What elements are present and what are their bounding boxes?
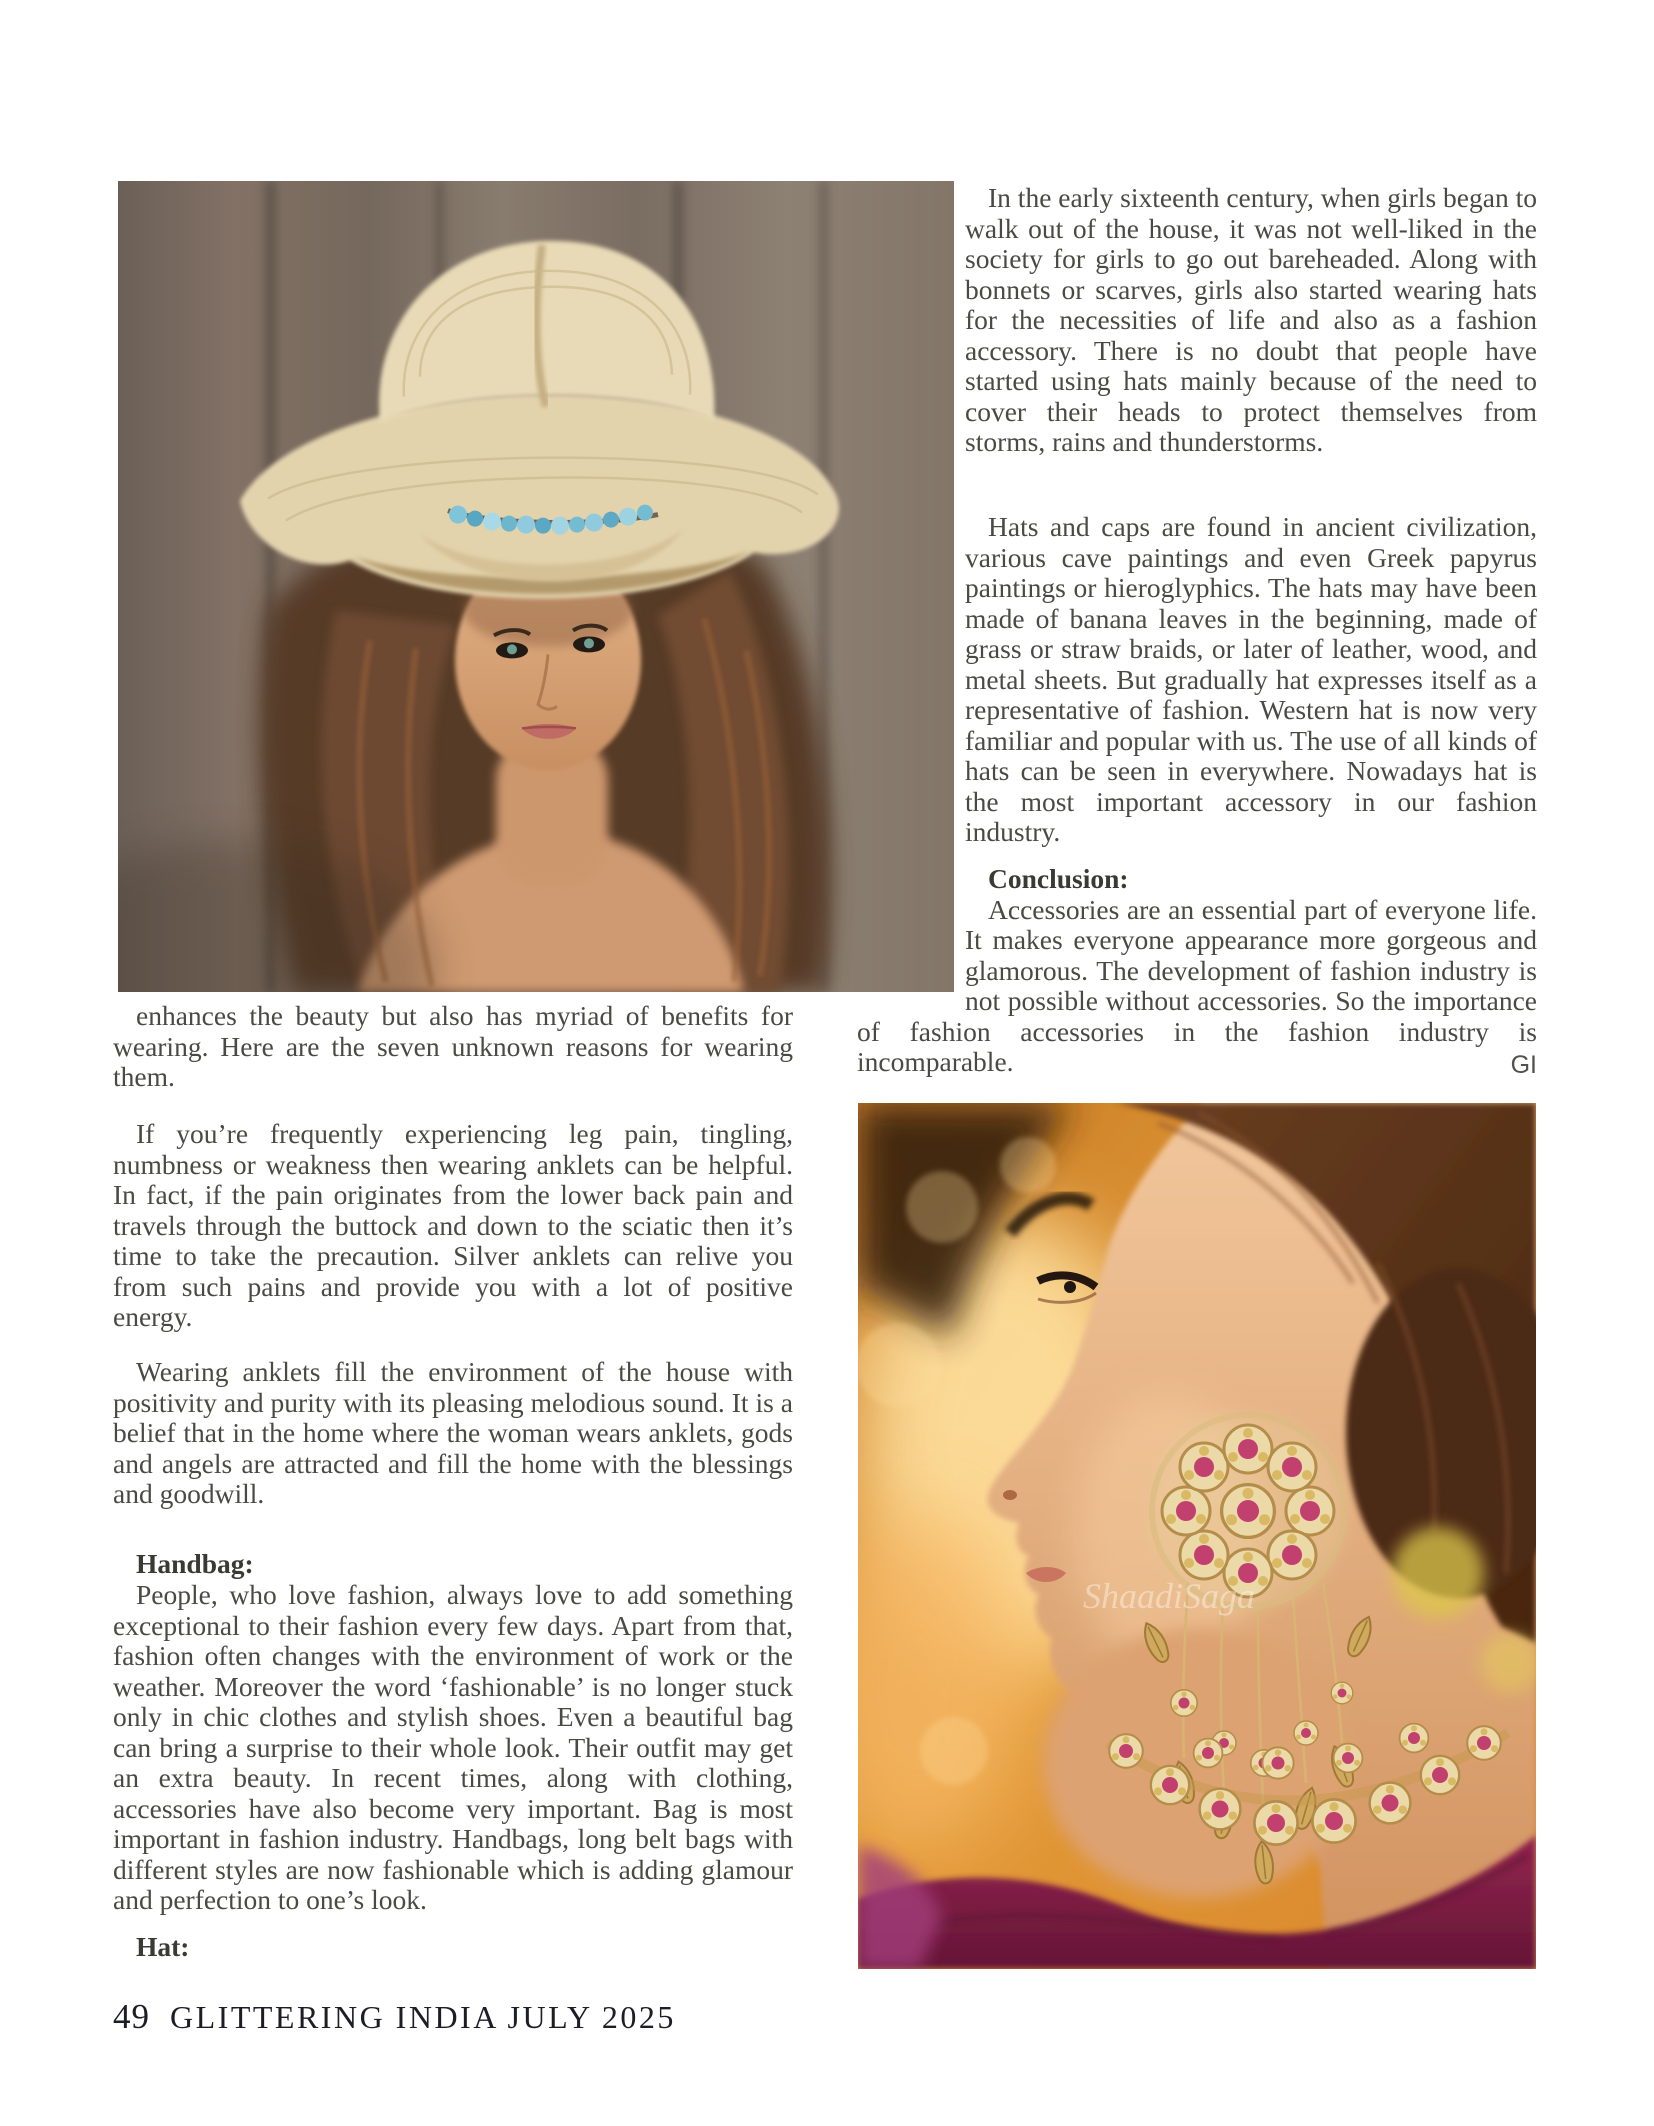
conclusion-heading: Conclusion: xyxy=(988,863,1129,894)
hat-photo xyxy=(118,181,954,992)
earring-photo xyxy=(858,1103,1536,1969)
article-end-mark: GI xyxy=(1510,1051,1537,1079)
paragraph-handbag: People, who love fashion, always love to add something exceptional to their fashion every few days. Apart from that, fashion often changes with the environment of work or the weather. Moreover the word ‘fashionable’ is no longer stuck only in chic clothes and stylish shoes. Even a beautiful bag can bring a surprise to their whole look. Their outfit may get an extra beauty. In recent times, along with clothing, accessories have also become very important. Bag is most important in fashion industry. Handbags, long belt bags with different styles are now fashionable which is adding glamour and perfection to one’s look. xyxy=(113,1579,793,1915)
handbag-heading: Handbag: xyxy=(136,1548,254,1579)
paragraph-hat-ancient: Hats and caps are found in ancient civilization, various cave paintings and even Greek papyrus paintings or hieroglyphics. The hats may have been made of banana leaves in the beginning, made of grass or straw braids, or later of leather, wood, and metal sheets. But gradually hat expresses itself as a representative of fashion. Western hat is now very familiar and popular with us. The use of all kinds of hats can be seen in everywhere. Nowadays hat is the most important accessory in our fashion industry. xyxy=(965,511,1537,847)
image-wrap-spacer xyxy=(857,864,965,1016)
conclusion-paragraph: Accessories are an essential part of everyone life. It makes everyone appearance more gorgeous and glamorous. The development of fashion industry is not possible without accessories. So the importance of fashion accessories in the fashion industry is incomparable. xyxy=(857,893,1537,1077)
paragraph-anklet-positivity: Wearing anklets fill the environment of the house with positivity and purity with its pleasing melodious sound. It is a belief that in the home where the woman wears anklets, gods and angels are attracted and fill the home with the blessings and goodwill. xyxy=(113,1356,793,1509)
page-number: 49 xyxy=(113,1997,150,2036)
paragraph-anklet-pain: If you’re frequently experiencing leg pain, tingling, numbness or weakness then wearing anklets can be helpful. In fact, if the pain originates from the lower back pain and travels through the buttock and down to the sciatic then it’s time to take the precaution. Silver anklets can relive you from such pains and provide you with a lot of positive energy. xyxy=(113,1118,793,1332)
conclusion-section xyxy=(857,864,1537,1078)
photo-watermark: ShaadiSaga xyxy=(1083,1576,1256,1616)
magazine-title: GLITTERING INDIA JULY 2025 xyxy=(170,1999,676,2035)
paragraph-intro-continuation: enhances the beauty but also has myriad of benefits for wearing. Here are the seven unknown reasons for wearing them. xyxy=(113,1000,793,1092)
paragraph-hat-history: In the early sixteenth century, when girls began to walk out of the house, it was not well-liked in the society for girls to go out bareheaded. Along with bonnets or scarves, girls also started wearing hats for the necessities of life and also as a fashion accessory. There is no doubt that people have started using hats mainly because of the need to cover their heads to protect themselves from storms, rains and thunderstorms. xyxy=(965,182,1537,457)
hat-heading: Hat: xyxy=(136,1931,190,1962)
page-footer xyxy=(113,1997,676,2037)
